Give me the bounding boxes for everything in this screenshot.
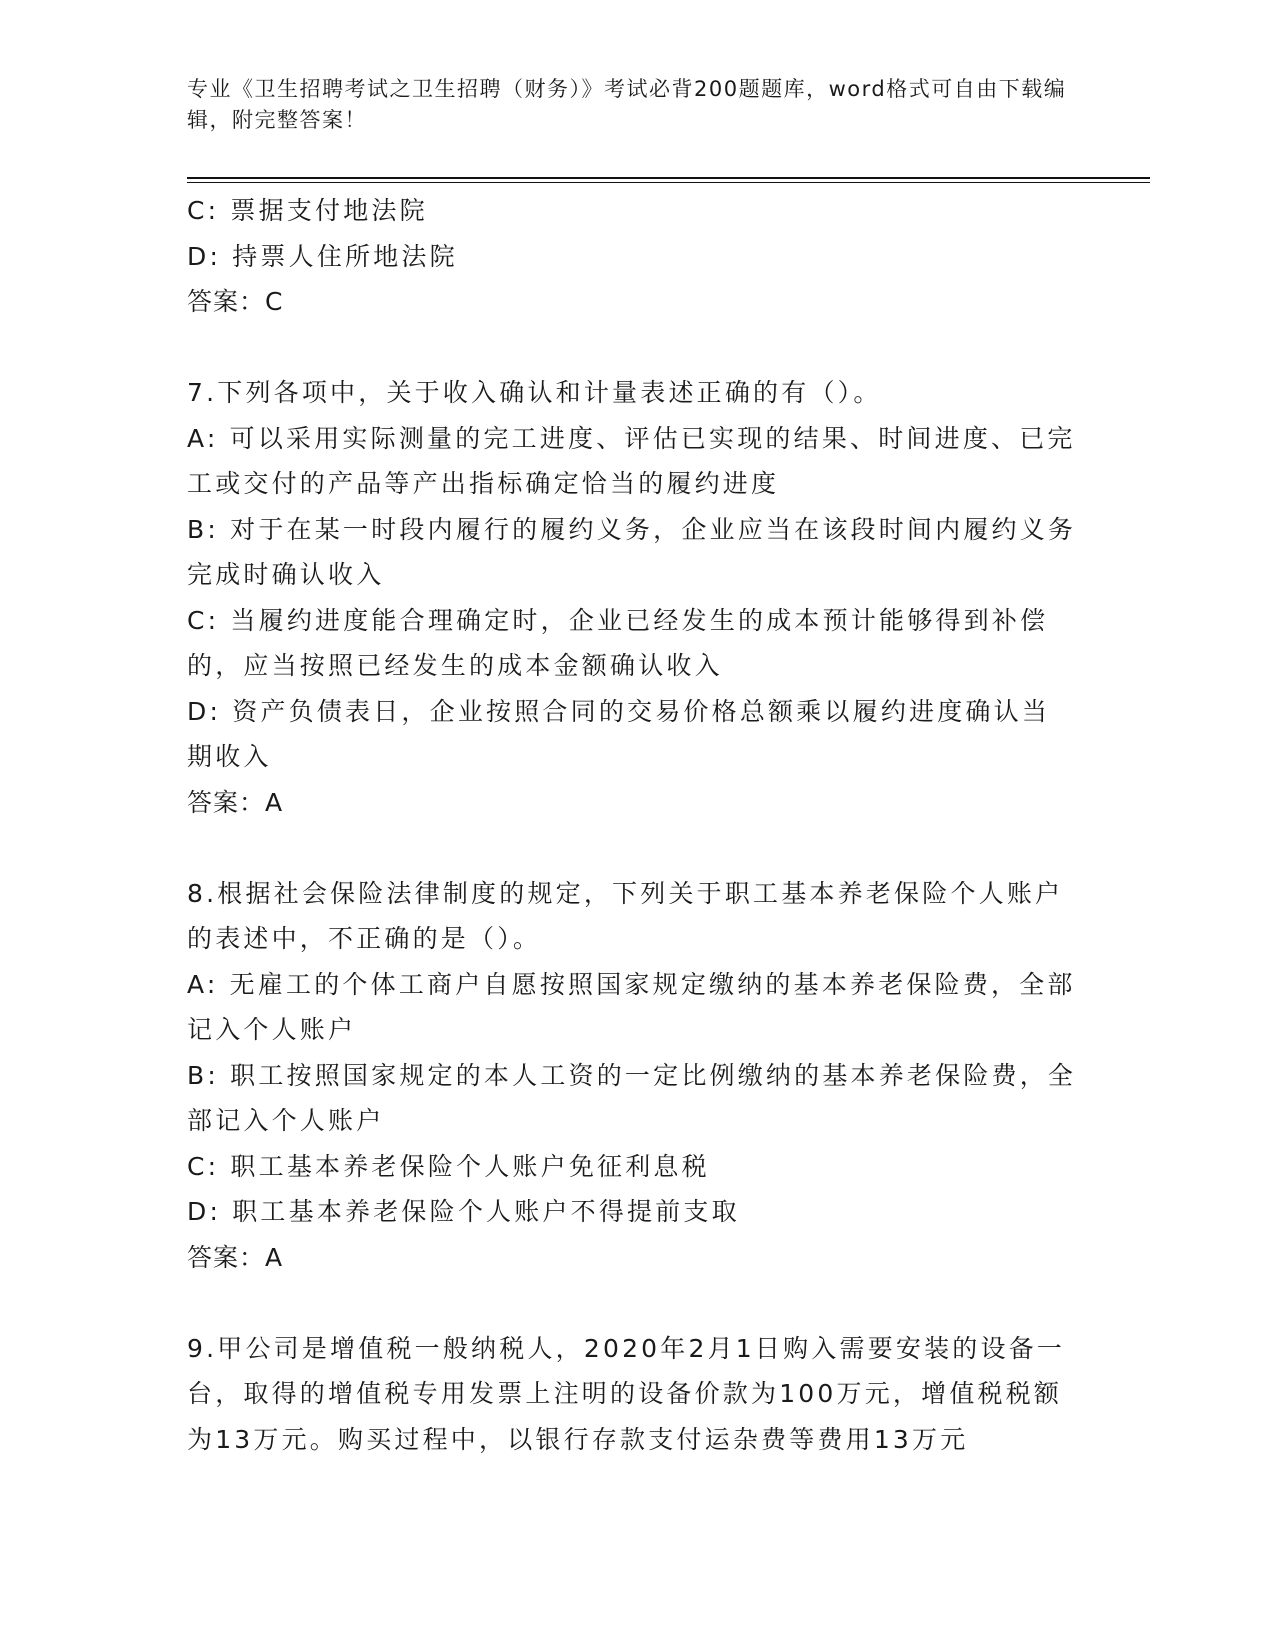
question-9 (187, 1326, 1077, 1463)
question-stem: 9.甲公司是增值税一般纳税人，2020年2月1日购入需要安装的设备一台，取得的增值税专用发票上注明的设备价款为100万元，增值税税额为13万元。购买过程中，以银行存款支付运杂费等费用13万元 (187, 1333, 1066, 1454)
question-7 (187, 370, 1077, 825)
option-d: D: 资产负债表日，企业按照合同的交易价格总额乘以履约进度确认当期收入 (187, 696, 1051, 771)
option-d: D: 持票人住所地法院 (187, 241, 458, 271)
option-b: B: 职工按照国家规定的本人工资的一定比例缴纳的基本养老保险费，全部记入个人账户 (187, 1060, 1077, 1135)
option-c: C: 票据支付地法院 (187, 196, 428, 225)
header-divider-thin (187, 182, 1150, 183)
question-stem: 7.下列各项中，关于收入确认和计量表述正确的有（）。 (187, 378, 882, 407)
page-header (187, 74, 1067, 136)
question-stem: 8.根据社会保险法律制度的规定，下列关于职工基本养老保险个人账户的表述中，不正确的是（）。 (187, 878, 1064, 953)
answer-line: 答案：A (187, 787, 284, 817)
header-title: 专业《卫生招聘考试之卫生招聘（财务）》考试必背200题题库，word格式可自由下载编辑，附完整答案！ (187, 77, 1067, 132)
document-body (187, 188, 1077, 1462)
answer-line: 答案：C (187, 287, 284, 316)
option-c: C: 当履约进度能合理确定时，企业已经发生的成本预计能够得到补偿的，应当按照已经发生的成本金额确认收入 (187, 605, 1049, 680)
answer-line: 答案：A (187, 1242, 284, 1272)
option-b: B: 对于在某一时段内履行的履约义务，企业应当在该段时间内履约义务完成时确认收入 (187, 514, 1077, 589)
spacer (187, 1280, 1077, 1326)
header-divider-thick (187, 177, 1150, 179)
question-6-tail (187, 188, 1077, 325)
option-a: A: 可以采用实际测量的完工进度、评估已实现的结果、时间进度、已完工或交付的产品等产出指标确定恰当的履约进度 (187, 423, 1076, 498)
spacer (187, 325, 1077, 371)
spacer (187, 825, 1077, 871)
option-c: C: 职工基本养老保险个人账户免征利息税 (187, 1151, 710, 1181)
question-8 (187, 871, 1077, 1281)
option-d: D: 职工基本养老保险个人账户不得提前支取 (187, 1197, 740, 1226)
option-a: A: 无雇工的个体工商户自愿按照国家规定缴纳的基本养老保险费，全部记入个人账户 (187, 969, 1076, 1044)
